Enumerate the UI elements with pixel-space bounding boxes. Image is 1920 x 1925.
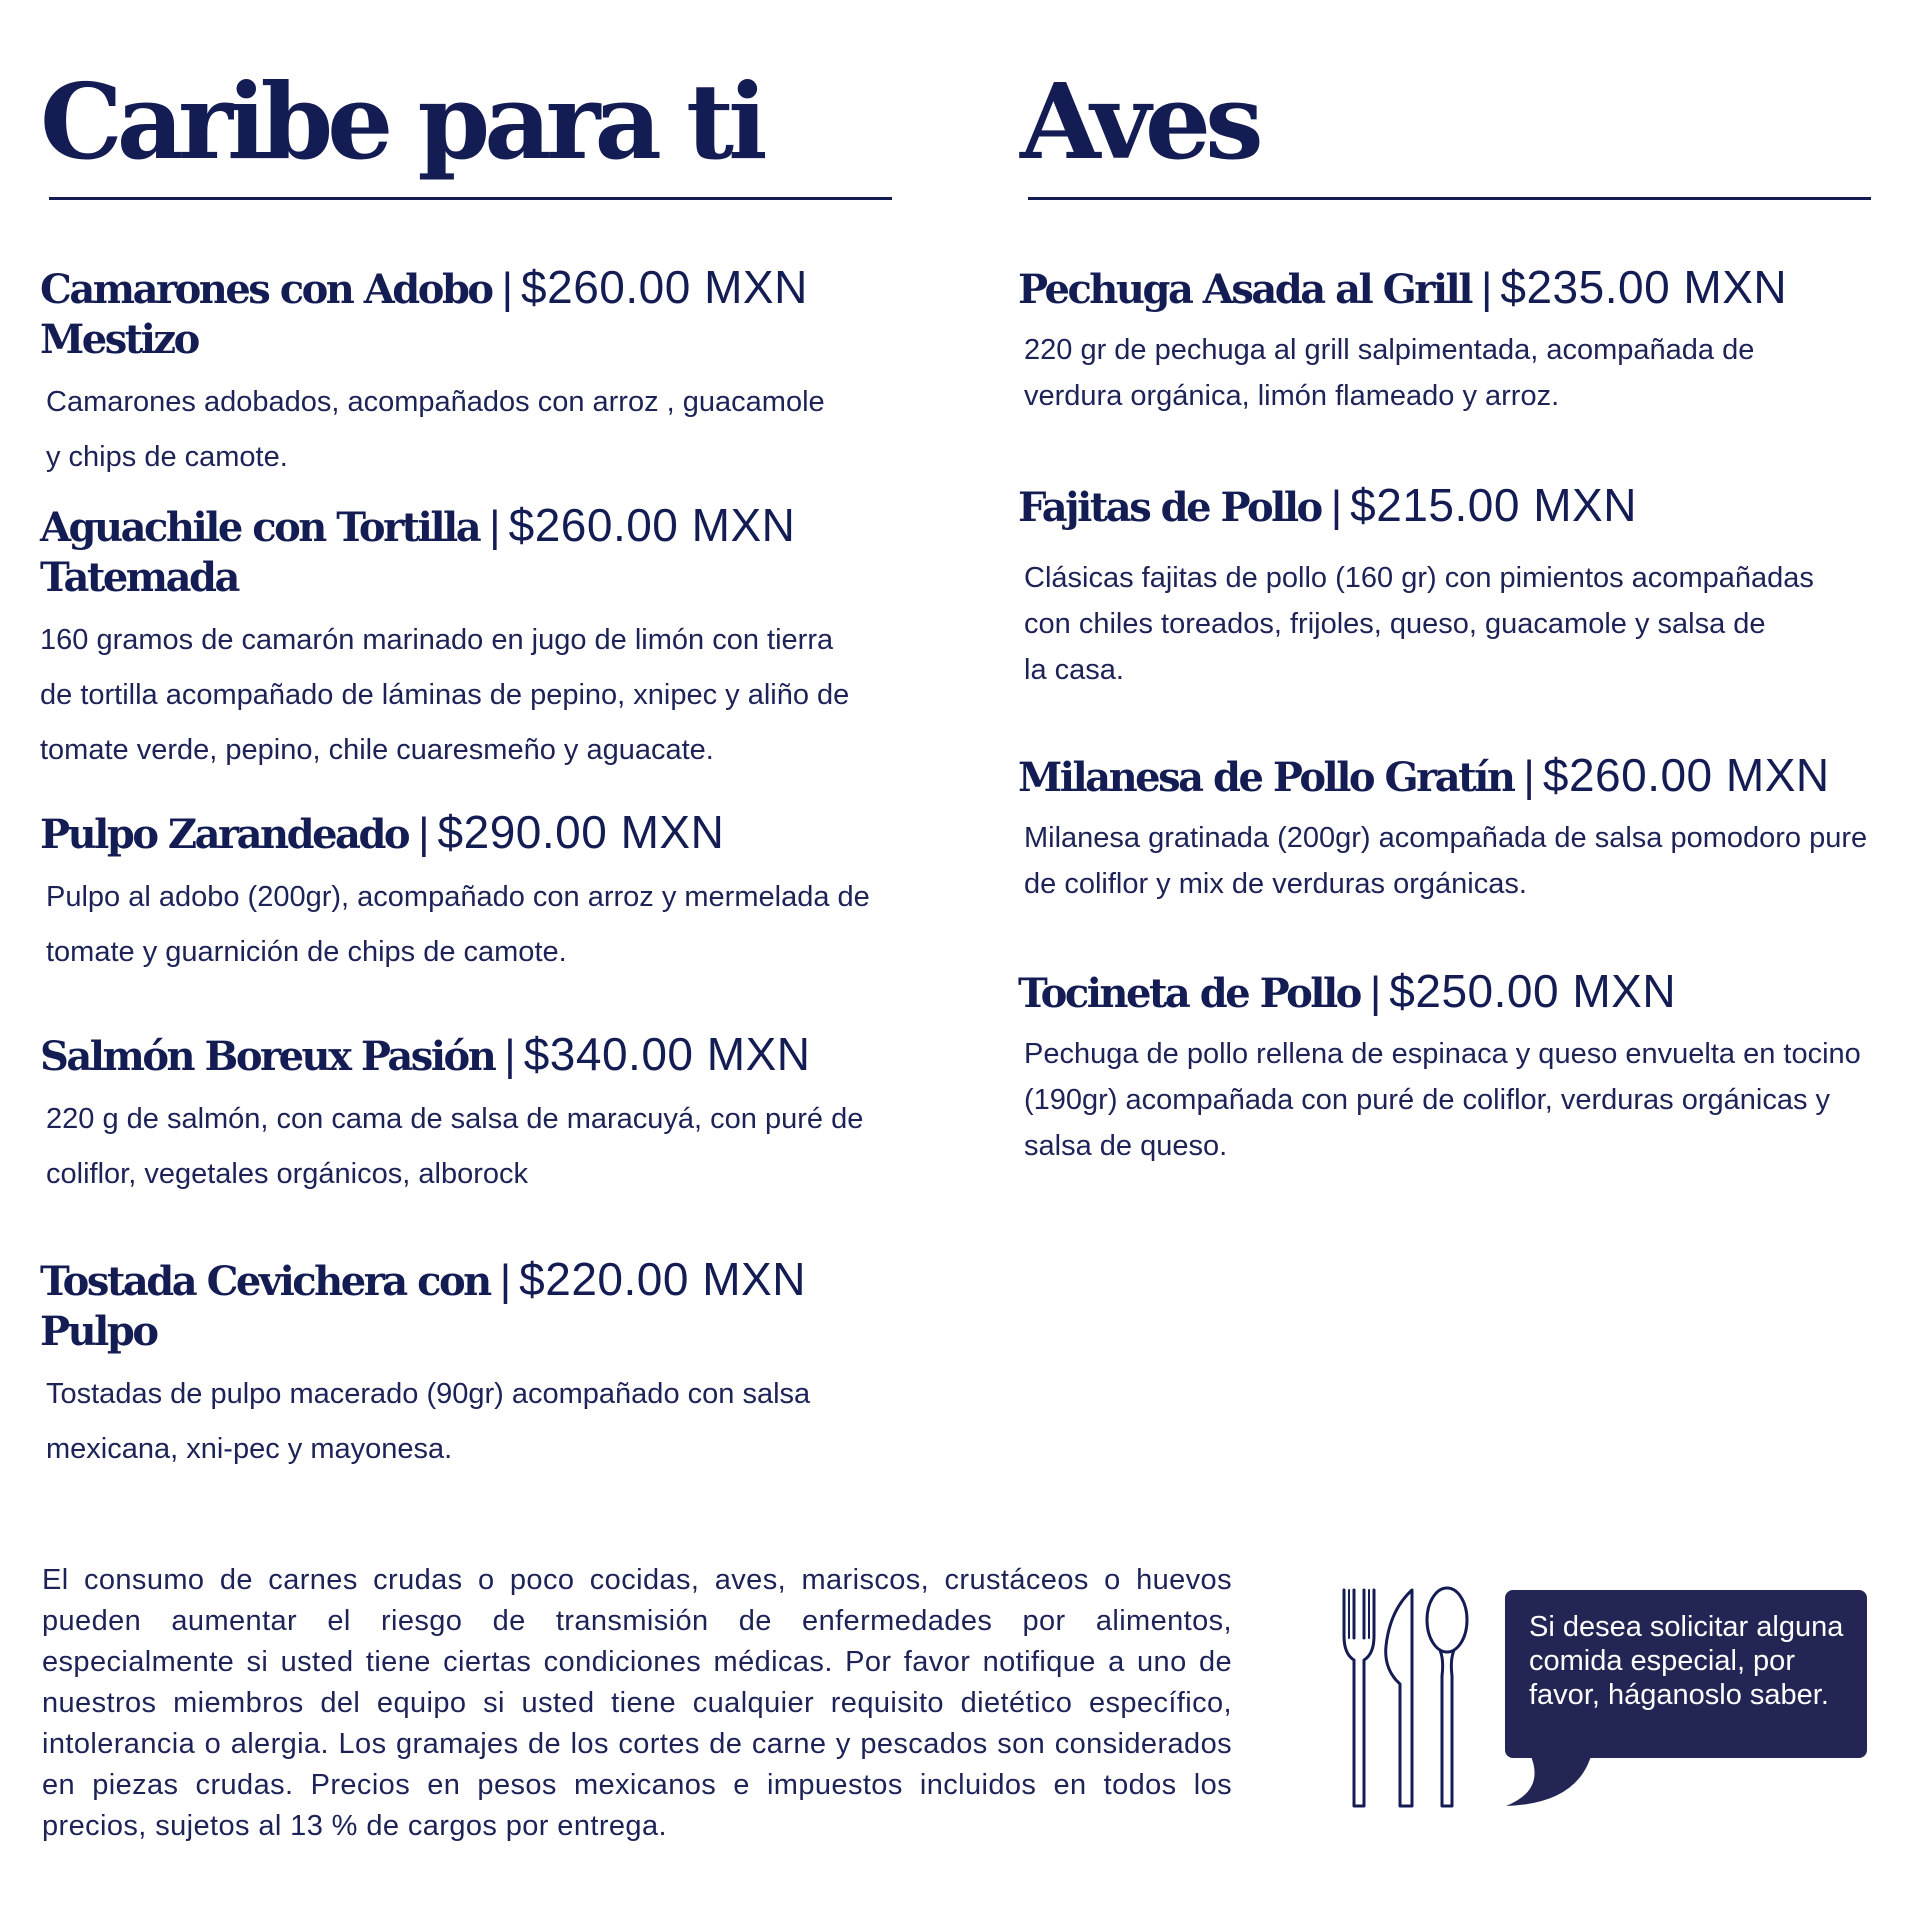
price-separator: | <box>1480 264 1493 313</box>
item-price: $340.00 MXN <box>523 1028 811 1080</box>
allergy-notice: El consumo de carnes crudas o poco cocidas, aves, mariscos, crustáceos o huevos pueden aumentar el riesgo de transmisión de enfermedades por alimentos, especialmente si usted tiene ciertas condiciones médicas. Por favor notifique a uno de nuestros miembros del equipo si usted tiene cualquier requisito dietético específico, intolerancia o alergia. Los gramajes de los cortes de carne y pescados son considerados en piezas crudas. Precios en pesos mexicanos e impuestos incluidos en todos los precios, sujetos al 13 % de cargos por entrega. <box>42 1564 1232 1842</box>
item-name: Salmón Boreux Pasión <box>40 1033 495 1080</box>
item-description: Milanesa gratinada (200gr) acompañada de salsa pomodoro pure de coliflor y mix de verduras orgánicas. <box>1024 822 1868 900</box>
menu-item-fajitas <box>1018 480 1898 693</box>
item-name-continued: Tatemada <box>40 554 238 601</box>
price-separator: | <box>1369 968 1382 1017</box>
item-name: Milanesa de Pollo Gratín <box>1018 754 1514 801</box>
price-separator: | <box>1330 482 1343 531</box>
menu-item-milanesa <box>1018 750 1898 907</box>
menu-item-pulpo-zarandeado <box>40 807 920 980</box>
item-name: Tocineta de Pollo <box>1018 970 1360 1017</box>
item-description: Pechuga de pollo rellena de espinaca y queso envuelta en tocino (190gr) acompañada con puré de coliflor, verduras orgánicas y salsa de queso. <box>1024 1038 1861 1162</box>
menu-item-salmon <box>40 1029 920 1202</box>
item-description: 220 g de salmón, con cama de salsa de maracuyá, con puré de coliflor, vegetales orgánicos, alborock <box>46 1103 864 1190</box>
price-separator: | <box>504 1031 516 1080</box>
item-price: $220.00 MXN <box>519 1253 806 1305</box>
item-description: 160 gramos de camarón marinado en jugo de limón con tierra de tortilla acompañado de láminas de pepino, xnipec y aliño de tomate verde, pepino, chile cuaresmeño y aguacate. <box>40 624 850 766</box>
item-price: $290.00 MXN <box>437 806 725 858</box>
menu-item-camarones <box>40 262 920 485</box>
menu-item-pechuga <box>1018 262 1898 419</box>
item-price: $235.00 MXN <box>1500 261 1788 313</box>
section-title-aves: Aves <box>1020 60 1258 183</box>
item-name: Pulpo Zarandeado <box>40 811 409 858</box>
special-request-bubble <box>1505 1590 1867 1758</box>
fork-knife-spoon-icon <box>1340 1586 1470 1810</box>
item-name: Tostada Cevichera con <box>40 1258 490 1305</box>
item-name: Camarones con Adobo <box>40 266 492 313</box>
item-name-continued: Pulpo <box>40 1308 157 1355</box>
item-price: $215.00 MXN <box>1350 479 1637 531</box>
menu-item-tocineta <box>1018 966 1898 1169</box>
item-name: Pechuga Asada al Grill <box>1018 266 1471 313</box>
price-separator: | <box>418 809 430 858</box>
section-divider <box>49 197 892 200</box>
price-separator: | <box>489 502 501 551</box>
price-separator: | <box>499 1256 512 1305</box>
section-title-caribe: Caribe para ti <box>40 60 762 183</box>
item-name: Fajitas de Pollo <box>1018 484 1321 531</box>
speech-bubble-tail-icon <box>1500 1754 1592 1808</box>
item-description: Tostadas de pulpo macerado (90gr) acompañado con salsa mexicana, xni-pec y mayonesa. <box>46 1378 811 1465</box>
item-name-continued: Mestizo <box>40 316 198 363</box>
item-price: $260.00 MXN <box>521 261 808 313</box>
item-price: $260.00 MXN <box>1542 749 1830 801</box>
section-divider <box>1028 197 1871 200</box>
item-description: Pulpo al adobo (200gr), acompañado con arroz y mermelada de tomate y guarnición de chips de camote. <box>46 881 870 968</box>
menu-item-tostada <box>40 1254 920 1477</box>
price-separator: | <box>1523 752 1535 801</box>
item-description: Clásicas fajitas de pollo (160 gr) con pimientos acompañadas con chiles toreados, frijoles, queso, guacamole y salsa de la casa. <box>1024 562 1814 686</box>
menu-item-aguachile <box>40 500 920 778</box>
item-price: $250.00 MXN <box>1389 965 1677 1017</box>
item-price: $260.00 MXN <box>508 499 796 551</box>
item-description: Camarones adobados, acompañados con arroz , guacamole y chips de camote. <box>46 386 825 473</box>
special-request-text: Si desea solicitar alguna comida especial, por favor, háganoslo saber. <box>1529 1611 1844 1711</box>
item-name: Aguachile con Tortilla <box>40 504 480 551</box>
item-description: 220 gr de pechuga al grill salpimentada, acompañada de verdura orgánica, limón flameado y arroz. <box>1024 334 1755 412</box>
price-separator: | <box>501 264 514 313</box>
